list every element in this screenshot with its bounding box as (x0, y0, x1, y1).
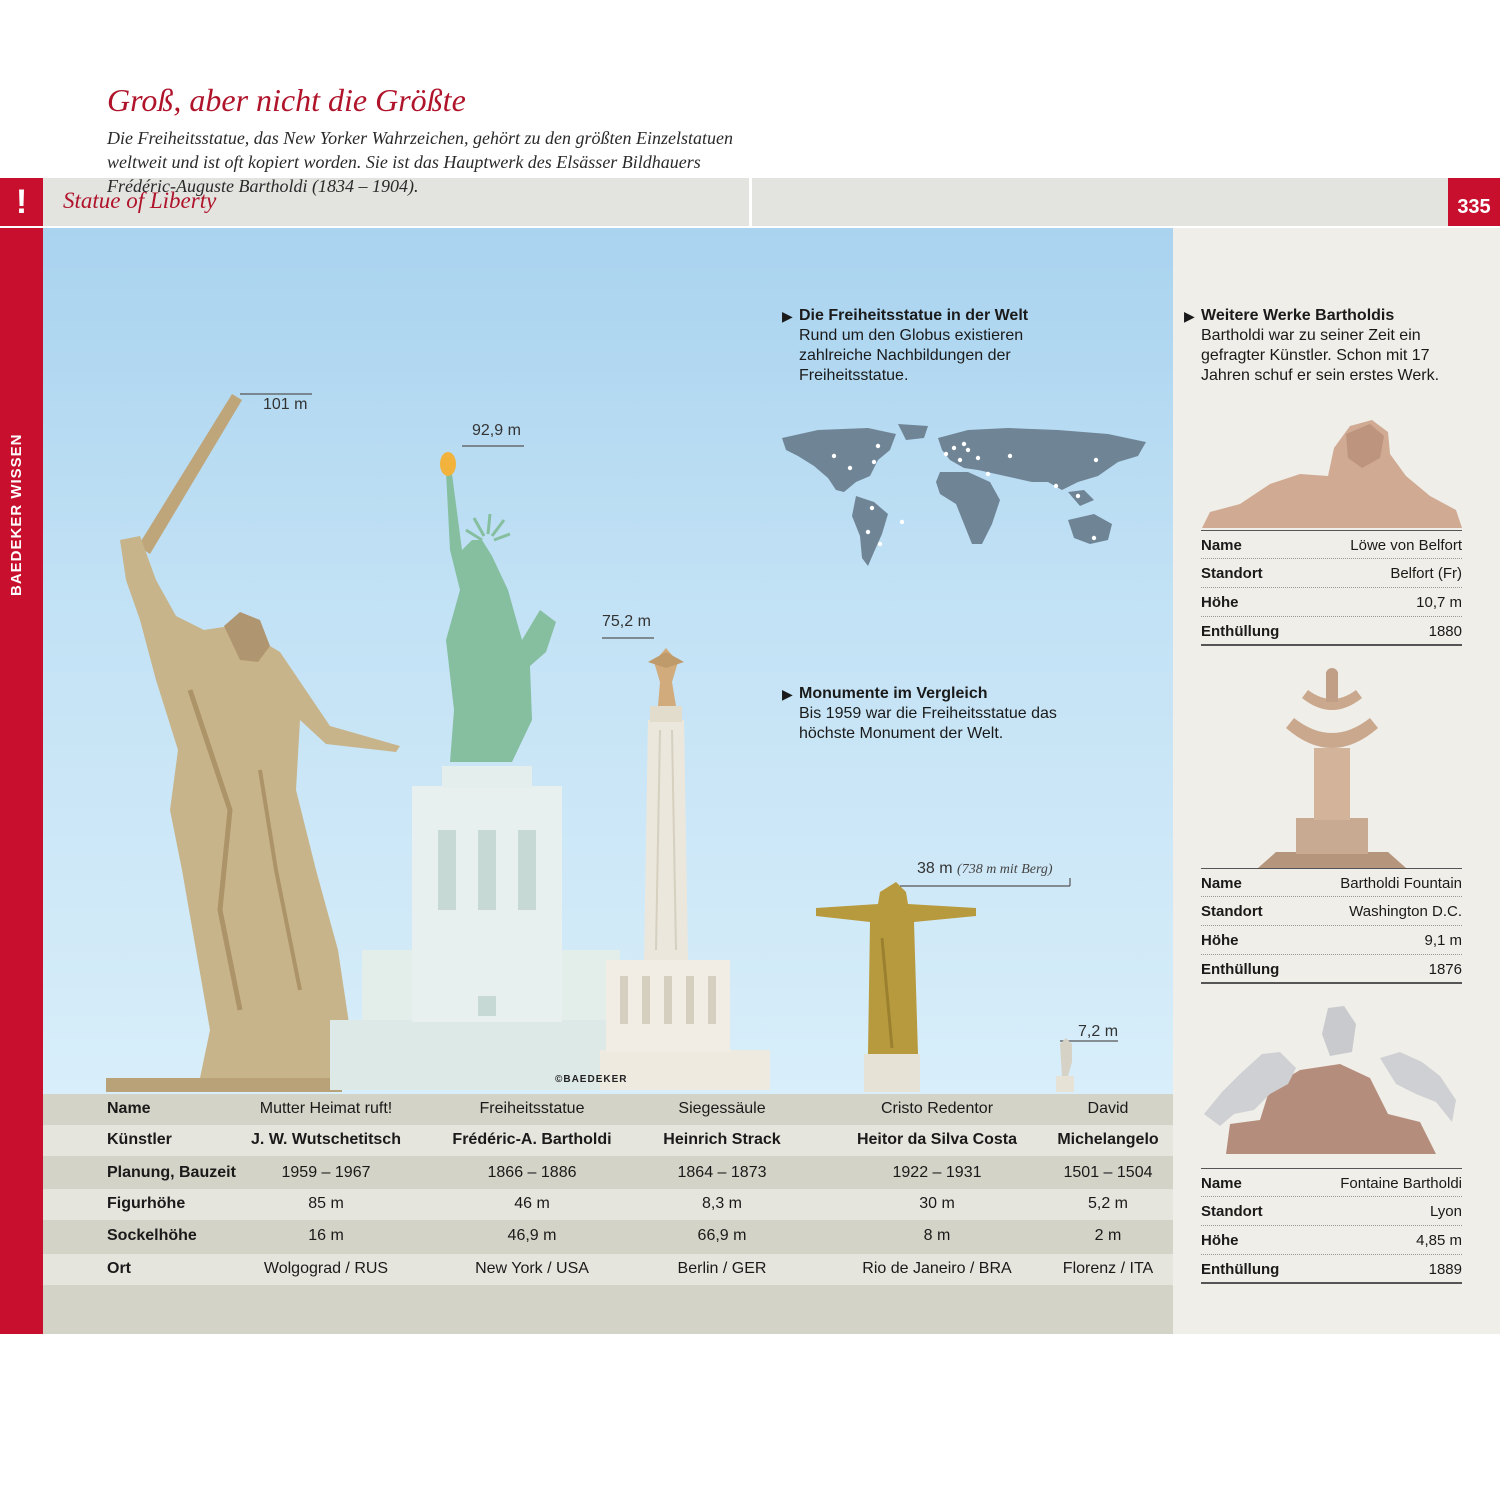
row-value: 9,1 m (1424, 932, 1462, 949)
work-table-fountain (1201, 868, 1462, 984)
liberty-figure (330, 452, 650, 1090)
table-cell: David (1087, 1100, 1129, 1117)
intro-text: Die Freiheitsstatue, das New Yorker Wahrzeichen, gehört zu den größten Einzelstatuen weltweit und ist oft kopiert worden. Sie ist das Hauptwerk des Elsässer Bildhauers Frédéric-Auguste Bartholdi (1834 – 1904). (107, 128, 733, 196)
row-value: 4,85 m (1416, 1232, 1462, 1249)
table-row (1201, 1197, 1462, 1226)
row-value: Lyon (1430, 1203, 1462, 1220)
table-cell: 8 m (923, 1227, 951, 1244)
row-value: 1889 (1428, 1261, 1462, 1278)
alert-icon: ! (0, 178, 43, 226)
height-label-david: 7,2 m (1078, 1023, 1119, 1040)
work-table-belfort (1201, 530, 1462, 646)
row-value: 1876 (1428, 961, 1462, 978)
arrow-icon: ▶ (782, 308, 793, 324)
siegessaeule-figure (600, 648, 770, 1090)
page-number: 335 (1448, 178, 1500, 226)
side-label: BAEDEKER WISSEN (8, 433, 25, 596)
row-label: Ort (107, 1260, 131, 1277)
side-red-strip (0, 178, 43, 1334)
table-cell: Berlin / GER (677, 1260, 767, 1277)
table-cell: Cristo Redentor (880, 1100, 994, 1117)
table-cell: Mutter Heimat ruft! (259, 1100, 393, 1117)
table-cell: Wolgograd / RUS (263, 1260, 389, 1277)
arrow-icon: ▶ (782, 686, 793, 702)
table-row (1201, 926, 1462, 955)
row-label: Name (107, 1100, 151, 1117)
world-info-block (782, 306, 1062, 386)
table-cell: Rio de Janeiro / BRA (862, 1260, 1012, 1277)
table-cell: Florenz / ITA (1062, 1260, 1154, 1277)
row-value: Belfort (Fr) (1390, 565, 1462, 582)
table-cell: Siegessäule (678, 1100, 766, 1117)
table-row (43, 1158, 1173, 1189)
header-divider (749, 178, 752, 226)
bartholdi-fountain-illustration (1258, 668, 1406, 868)
table-row (43, 1189, 1173, 1220)
row-label: Sockelhöhe (107, 1227, 197, 1244)
table-row (1201, 559, 1462, 588)
table-row (1201, 955, 1462, 984)
height-label-mutter: 101 m (263, 396, 308, 413)
row-label: Name (1201, 875, 1242, 892)
works-body: Bartholdi war zu seiner Zeit ein gefragter Künstler. Schon mit 17 Jahren schuf er sein erstes Werk. (1201, 327, 1440, 384)
table-cell: Freiheitsstatue (479, 1100, 585, 1117)
monument-body: Bis 1959 war die Freiheitsstatue das höchste Monument der Welt. (799, 705, 1057, 742)
height-label-liberty: 92,9 m (472, 422, 521, 439)
table-row (1201, 1226, 1462, 1255)
row-label: Figurhöhe (107, 1195, 186, 1212)
table-row (1201, 868, 1462, 897)
table-cell: Heitor da Silva Costa (856, 1131, 1018, 1148)
row-label: Enthüllung (1201, 961, 1280, 978)
height-note: (738 m mit Berg) (957, 862, 1053, 877)
monument-illustrations-right (810, 878, 1140, 1094)
row-label: Höhe (1201, 932, 1239, 949)
row-label: Höhe (1201, 1232, 1239, 1249)
height-label-siegessaeule: 75,2 m (602, 613, 651, 630)
table-cell: 1864 – 1873 (677, 1164, 767, 1181)
row-label: Standort (1201, 565, 1263, 582)
table-cell: 66,9 m (697, 1227, 747, 1244)
table-row (1201, 1168, 1462, 1197)
david-figure (1056, 1038, 1074, 1092)
table-cell: 16 m (308, 1227, 344, 1244)
row-value: Bartholdi Fountain (1340, 875, 1462, 892)
row-label: Enthüllung (1201, 623, 1280, 640)
table-cell: 46,9 m (507, 1227, 557, 1244)
row-label: Enthüllung (1201, 1261, 1280, 1278)
table-cell: 1501 – 1504 (1063, 1164, 1153, 1181)
table-cell: New York / USA (475, 1260, 589, 1277)
page-title: Groß, aber nicht die Größte (107, 82, 466, 118)
table-cell: Michelangelo (1057, 1131, 1159, 1148)
table-cell: 5,2 m (1087, 1195, 1129, 1212)
works-info-block (1184, 306, 1474, 386)
table-cell: 1959 – 1967 (281, 1164, 371, 1181)
table-cell: 46 m (514, 1195, 550, 1212)
table-row (43, 1254, 1173, 1285)
copyright: ©BAEDEKER (555, 1074, 628, 1085)
table-cell: 1866 – 1886 (487, 1164, 577, 1181)
row-label: Standort (1201, 1203, 1263, 1220)
cristo-redentor-figure (816, 882, 976, 1092)
table-row (43, 1221, 1173, 1252)
table-cell: 8,3 m (701, 1195, 743, 1212)
row-label: Name (1201, 1175, 1242, 1192)
row-label: Planung, Bauzeit (107, 1164, 236, 1181)
arrow-icon: ▶ (1184, 308, 1195, 324)
world-body: Rund um den Globus existieren zahlreiche Nachbildungen der Freiheitsstatue. (799, 327, 1024, 384)
row-label: Künstler (107, 1131, 172, 1148)
row-label: Höhe (1201, 594, 1239, 611)
height-value: 38 m (917, 860, 953, 877)
row-value: Washington D.C. (1349, 903, 1462, 920)
table-row (1201, 530, 1462, 559)
row-label: Standort (1201, 903, 1263, 920)
table-cell: Heinrich Strack (663, 1131, 781, 1148)
row-value: Löwe von Belfort (1350, 537, 1462, 554)
mutter-heimat-figure (106, 394, 400, 1092)
works-heading: Weitere Werke Bartholdis (1201, 307, 1395, 324)
table-row (1201, 588, 1462, 617)
row-value: 10,7 m (1416, 594, 1462, 611)
table-cell: 1922 – 1931 (892, 1164, 982, 1181)
section-title: Statue of Liberty (63, 188, 217, 213)
table-row (43, 1125, 1173, 1156)
table-cell: Frédéric-A. Bartholdi (452, 1131, 612, 1148)
row-label: Name (1201, 537, 1242, 554)
table-cell: 2 m (1094, 1227, 1122, 1244)
monument-illustrations (100, 390, 800, 1095)
monument-heading: Monumente im Vergleich (799, 685, 988, 702)
work-table-lyon (1201, 1168, 1462, 1284)
row-value: 1880 (1428, 623, 1462, 640)
table-row (1201, 617, 1462, 646)
table-cell: 30 m (919, 1195, 955, 1212)
loewe-von-belfort-illustration (1200, 418, 1464, 530)
table-cell: 85 m (308, 1195, 344, 1212)
fontaine-bartholdi-illustration (1200, 1004, 1464, 1154)
table-cell: J. W. Wutschetitsch (251, 1131, 401, 1148)
divider (0, 226, 43, 228)
table-row (1201, 1255, 1462, 1284)
row-value: Fontaine Bartholdi (1340, 1175, 1462, 1192)
table-row (1201, 897, 1462, 926)
world-heading: Die Freiheitsstatue in der Welt (799, 307, 1029, 324)
table-row (43, 1094, 1173, 1125)
